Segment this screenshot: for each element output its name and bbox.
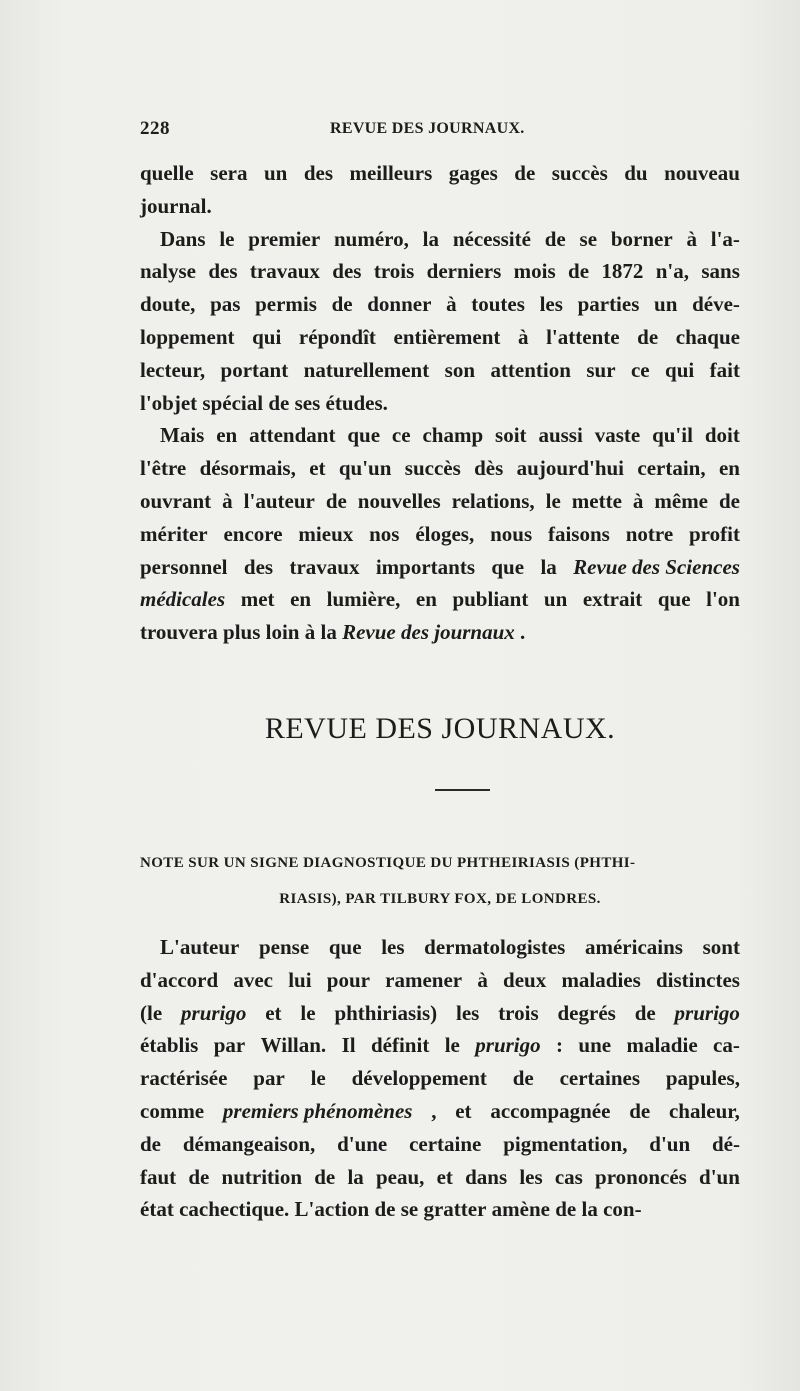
intro-line: l'être désormais, et qu'un succès dès aujourd'hui certain, en <box>140 456 740 481</box>
article-line: de démangeaison, d'une certaine pigmentation, d'un dé- <box>140 1131 740 1156</box>
intro-line: trouvera plus loin à la Revue des journaux . <box>140 620 526 645</box>
intro-line: mériter encore mieux nos éloges, nous faisons notre profit <box>140 521 740 546</box>
article-line: comme premiers phénomènes , et accompagnée de chaleur, <box>140 1098 740 1123</box>
intro-line: quelle sera un des meilleurs gages de succès du nouveau <box>140 161 740 185</box>
intro-line: nalyse des travaux des trois derniers mois de 1872 n'a, sans <box>140 259 740 284</box>
intro-paragraphs <box>140 157 740 649</box>
article-line: ractérisée par le développement de certaines papules, <box>140 1066 740 1091</box>
running-title: REVUE DES JOURNAUX. <box>330 120 525 137</box>
intro-line: journal. <box>140 193 212 218</box>
article-title <box>140 845 740 917</box>
page-header <box>140 118 740 148</box>
article-title-line-1: NOTE SUR UN SIGNE DIAGNOSTIQUE DU PHTHEIRIASIS (PHTHI- <box>140 855 636 871</box>
intro-line: doute, pas permis de donner à toutes les parties un déve- <box>140 292 740 317</box>
article-line: (le prurigo et le phthiriasis) les trois degrés de prurigo <box>140 1000 740 1025</box>
intro-line: personnel des travaux importants que la Revue des Sciences <box>140 554 740 579</box>
article-line: établis par Willan. Il définit le prurigo : une maladie ca- <box>140 1033 740 1058</box>
article-body <box>140 931 740 1226</box>
intro-line: médicales met en lumière, en publiant un extrait que l'on <box>140 587 740 612</box>
section-rule <box>435 789 490 791</box>
article-line: d'accord avec lui pour ramener à deux maladies distinctes <box>140 967 740 992</box>
section-heading: REVUE DES JOURNAUX. <box>264 712 616 745</box>
intro-line: l'objet spécial de ses études. <box>140 390 388 415</box>
intro-line: ouvrant à l'auteur de nouvelles relations, le mette à même de <box>140 488 740 513</box>
article-title-line-2: RIASIS), PAR TILBURY FOX, DE LONDRES. <box>279 891 601 907</box>
article-line: L'auteur pense que les dermatologistes américains sont <box>160 935 740 959</box>
intro-line: loppement qui répondît entièrement à l'attente de chaque <box>140 324 740 349</box>
article-line: faut de nutrition de la peau, et dans les cas prononcés d'un <box>140 1164 740 1189</box>
intro-line: Dans le premier numéro, la nécessité de se borner à l'a- <box>160 226 740 251</box>
page-number: 228 <box>140 118 170 139</box>
article-line: état cachectique. L'action de se gratter amène de la con- <box>140 1197 642 1222</box>
intro-line: lecteur, portant naturellement son attention sur ce qui fait <box>140 357 740 382</box>
intro-line: Mais en attendant que ce champ soit aussi vaste qu'il doit <box>160 423 740 448</box>
